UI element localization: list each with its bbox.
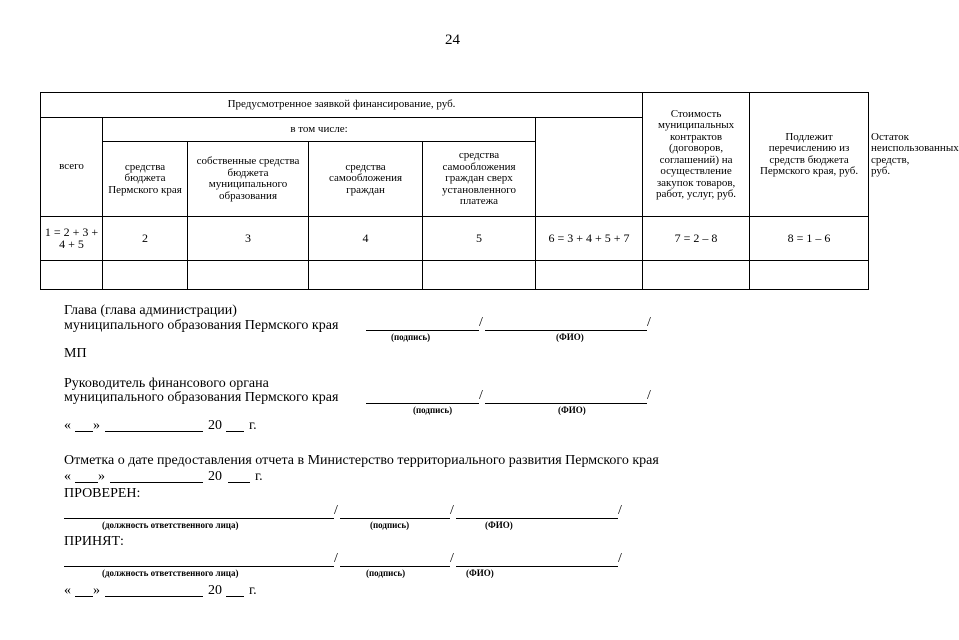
header-regional-budget: средства бюджета Пермского края bbox=[103, 142, 188, 217]
table-cell: 2 bbox=[103, 217, 188, 261]
signature-caption: (подпись) bbox=[370, 520, 410, 530]
name-caption: (ФИО) bbox=[466, 568, 494, 578]
signature-caption: (подпись) bbox=[413, 405, 453, 415]
finance-head-title-line2: муниципального образования Пермского края bbox=[64, 390, 339, 405]
date-close-quote: » bbox=[98, 469, 105, 484]
head-signature-field[interactable] bbox=[366, 330, 479, 331]
header-self-taxation: средства самообложения граждан bbox=[309, 142, 423, 217]
table-cell: 5 bbox=[423, 217, 536, 261]
slash-separator: / bbox=[479, 388, 483, 403]
date-month-field[interactable] bbox=[105, 431, 203, 432]
table-cell bbox=[103, 261, 188, 290]
table-cell: 8 = 1 – 6 bbox=[750, 217, 869, 261]
numbering-row bbox=[41, 217, 869, 261]
table-cell bbox=[309, 261, 423, 290]
header-transfer-amount: Подлежит перечислению из средств бюджета Пермского края, руб. bbox=[750, 93, 869, 217]
slash-separator: / bbox=[334, 503, 338, 518]
table-cell: 7 = 2 – 8 bbox=[643, 217, 750, 261]
financing-table: Предусмотренное заявкой финансирование, руб. Стоимость муниципальных контрактов (договоров, соглашений) на осуществление закупок товаров, работ, услуг, руб. Подлежит перечислению из средств бюджета Пермского края, руб. Остаток неиспользованных средств, руб. всего в том числе: средства бюджета Пермского края собственные средства бюджета муниципального образования средства самообложения граждан средства самообложения граждан сверх установленного платежа 1 = 2 + 3 + 4 + 5 2 3 4 5 6 = 3 + 4 + 5 + 7 7 = 2 – 8 8 = 1 – 6 bbox=[40, 92, 869, 290]
header-total: всего bbox=[41, 118, 103, 217]
table-cell bbox=[423, 261, 536, 290]
header-municipal-budget: собственные средства бюджета муниципального образования bbox=[188, 142, 309, 217]
slash-separator: / bbox=[450, 503, 454, 518]
table-cell bbox=[536, 261, 643, 290]
slash-separator: / bbox=[647, 388, 651, 403]
table-cell bbox=[41, 261, 103, 290]
name-caption: (ФИО) bbox=[558, 405, 586, 415]
head-title-line2: муниципального образования Пермского края bbox=[64, 318, 339, 333]
signature-caption: (подпись) bbox=[366, 568, 406, 578]
header-self-taxation-extra: средства самообложения граждан сверх установленного платежа bbox=[423, 142, 536, 217]
slash-separator: / bbox=[618, 503, 622, 518]
date-day-field[interactable] bbox=[75, 431, 93, 432]
date-close-quote: » bbox=[93, 418, 100, 433]
head-title-line1: Глава (глава администрации) bbox=[64, 303, 237, 318]
table-cell: 1 = 2 + 3 + 4 + 5 bbox=[41, 217, 103, 261]
checked-signature-field[interactable] bbox=[340, 518, 450, 519]
date-open-quote: « bbox=[64, 418, 71, 433]
slash-separator: / bbox=[479, 315, 483, 330]
name-caption: (ФИО) bbox=[485, 520, 513, 530]
finance-head-title-line1: Руководитель финансового органа bbox=[64, 376, 269, 391]
date-year-prefix: 20 bbox=[208, 418, 222, 433]
checked-label: ПРОВЕРЕН: bbox=[64, 486, 141, 501]
header-planned-financing: Предусмотренное заявкой финансирование, руб. bbox=[41, 93, 643, 118]
table-cell bbox=[750, 261, 869, 290]
table-cell bbox=[188, 261, 309, 290]
header-including: в том числе: bbox=[103, 118, 536, 142]
stamp-label: МП bbox=[64, 346, 87, 361]
slash-separator: / bbox=[647, 315, 651, 330]
date-year-prefix: 20 bbox=[208, 469, 222, 484]
position-caption: (должность ответственного лица) bbox=[102, 520, 239, 530]
date-open-quote: « bbox=[64, 583, 71, 598]
date-year-suffix: г. bbox=[249, 418, 257, 433]
date-close-quote: » bbox=[93, 583, 100, 598]
accepted-position-field[interactable] bbox=[64, 566, 334, 567]
checked-position-field[interactable] bbox=[64, 518, 334, 519]
report-date-note: Отметка о дате предоставления отчета в Министерство территориального развития Пермского края bbox=[64, 453, 659, 468]
accepted-label: ПРИНЯТ: bbox=[64, 534, 124, 549]
slash-separator: / bbox=[618, 551, 622, 566]
finance-signature-field[interactable] bbox=[366, 403, 479, 404]
accept-month-field[interactable] bbox=[105, 596, 203, 597]
date-year-suffix: г. bbox=[249, 583, 257, 598]
table-cell: 3 bbox=[188, 217, 309, 261]
accept-day-field[interactable] bbox=[75, 596, 93, 597]
checked-name-field[interactable] bbox=[456, 518, 618, 519]
slash-separator: / bbox=[334, 551, 338, 566]
accepted-signature-field[interactable] bbox=[340, 566, 450, 567]
head-name-field[interactable] bbox=[485, 330, 647, 331]
report-month-field[interactable] bbox=[110, 482, 203, 483]
header-contracts-cost: Стоимость муниципальных контрактов (договоров, соглашений) на осуществление закупок товаров, работ, услуг, руб. bbox=[643, 93, 750, 217]
slash-separator: / bbox=[450, 551, 454, 566]
signature-caption: (подпись) bbox=[391, 332, 431, 342]
date-year-suffix: г. bbox=[255, 469, 263, 484]
report-year-field[interactable] bbox=[228, 482, 250, 483]
page-number: 24 bbox=[445, 32, 460, 48]
accept-year-field[interactable] bbox=[226, 596, 244, 597]
finance-name-field[interactable] bbox=[485, 403, 647, 404]
accepted-name-field[interactable] bbox=[456, 566, 618, 567]
report-day-field[interactable] bbox=[75, 482, 98, 483]
date-year-prefix: 20 bbox=[208, 583, 222, 598]
position-caption: (должность ответственного лица) bbox=[102, 568, 239, 578]
date-year-field[interactable] bbox=[226, 431, 244, 432]
table-cell bbox=[643, 261, 750, 290]
table-cell: 6 = 3 + 4 + 5 + 7 bbox=[536, 217, 643, 261]
table-cell: 4 bbox=[309, 217, 423, 261]
empty-data-row bbox=[41, 261, 869, 290]
date-open-quote: « bbox=[64, 469, 71, 484]
name-caption: (ФИО) bbox=[556, 332, 584, 342]
